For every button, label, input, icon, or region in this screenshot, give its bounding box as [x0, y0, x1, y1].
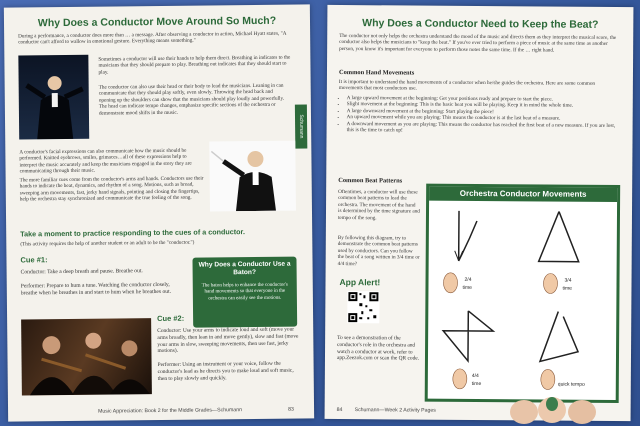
cue-2-performer: Performer: Using an instrument or your voice, follow the conductor's lead as he directs you to make loud and soft music, then to play slowly and quickly.: [157, 360, 294, 382]
app-alert-heading: App Alert!: [339, 277, 381, 288]
left-page-title: Why Does a Conductor Move Around So Much?: [37, 14, 277, 30]
fraction-3-4: 3/4: [564, 277, 572, 284]
right-page-title: Why Does a Conductor Need to Keep the Beat?: [362, 17, 599, 31]
conductor-silhouette-2: [209, 141, 296, 212]
app-alert-text: To see a demonstration of the conductor's role in the orchestra and watch a conductor at work, refer to app.Zeezok.com or scan the QR code.: [336, 335, 420, 362]
fingers: [504, 390, 604, 426]
right-intro: The conductor not only helps the orchestra understand the mood of the music and directs them as they interpret the musical score, the conductor also helps the musicians to "keep the beat." If you've ever tried to perform a piece of music at the same time as another person, you know it's important for everyone to perform those notes the same time. If the … right hand.: [339, 33, 617, 54]
beat-patterns-heading: Common Beat Patterns: [338, 177, 403, 185]
movement-list: [339, 95, 619, 135]
beat-patterns-text-2: By following this diagram, try to demonstrate the common beat patterns used by conductors. Can you follow the beat of a song written in 3/4 time or 4/4 time?: [337, 235, 420, 267]
violinists-silhouette: [21, 318, 152, 395]
side-tab: Schumann: [295, 104, 307, 148]
right-page-number: 84: [336, 407, 343, 414]
left-intro: During a performance, a conductor does more than … a message. After observing a conductor in action, Michael Hyatt states, "A conductor can't afford to wallow in emotional gesture. Everything means something.": [18, 30, 287, 46]
beat-patterns-text: Oftentimes, a conductor will use these common beat patterns to lead the orchestra. The movement of the hand is determined by the time signature and tempo of the song.: [337, 189, 420, 221]
conductor-photo-2: [209, 141, 296, 212]
cue-2-heading: Cue #2:: [157, 313, 185, 324]
baton-callout-box: [192, 257, 297, 328]
movement-item: • A large upward movement at the beginning: Get your positions ready and prepare to start the piece.: [347, 95, 619, 103]
practice-heading: Take a moment to practice responding to the cues of a conductor.: [20, 227, 245, 239]
diagram-title: Orchestra Conductor Movements: [429, 187, 617, 202]
qr-code-icon: [347, 291, 379, 323]
label-time-2: time: [562, 285, 572, 292]
baton-callout-text: The baton helps to enhance the conductor's hand movements so that everyone in the orchestra can easily see the motions.: [201, 282, 288, 302]
left-footer: Music Appreciation: Book 2 for the Middle Grades—Schumann: [98, 407, 242, 415]
orchestra-photo: [21, 318, 152, 395]
baton-callout-title: Why Does a Conductor Use a Baton?: [198, 260, 291, 276]
common-movements-heading: Common Hand Movements: [338, 69, 415, 77]
movement-item: • An upward movement while you are playing: This means the conductor is at the last beat of a measure.: [347, 114, 619, 122]
left-para-1: Sometimes a conductor will use their hands to help them direct. Breathing in indicates to the musicians that they should prepare to play. Breathing out indicates that they should start to play.: [98, 54, 291, 76]
label-quick-tempo: quick tempo: [557, 381, 585, 388]
cue-2-conductor: Conductor: Use your arms to indicate loud and soft (move your arms broadly, then lean in and move gently), slow and fast (move your arms in slow, sweeping movements, then use fast, jerky motions).: [157, 326, 299, 355]
cue-1-performer: Performer: Prepare to hum a tune. Watching the conductor closely, breathe when he breathes in and start to hum when he breathes out.: [20, 281, 172, 297]
conductor-photo-1: [18, 55, 89, 140]
label-time-3: time: [471, 380, 482, 388]
left-page-number: 83: [288, 406, 294, 413]
conductor-movements-diagram: [425, 184, 621, 403]
qr-code[interactable]: [347, 291, 379, 323]
fraction-4-4: 4/4: [471, 372, 479, 380]
fraction-2-4: 2/4: [464, 276, 472, 283]
common-movements-intro: It is important to understand the hand movements of a conductor when he/she guides the orchestra. Here are some common movements that most conductors use.: [338, 79, 596, 92]
left-para-4: The more familiar cues come from the conductor's arms and hands. Conductors use their hands to indicate the beat, dynamics, and rhythm of a song. Motions, such as broad, sweeping arm movements, fast, jerky hand signals, pointing and closing the fingertips, help the orchestra stay synchronized and communicate the true feeling of the song.: [19, 175, 204, 203]
movement-item: • A large downward movement at the beginning: Start playing the piece!: [347, 108, 619, 116]
right-footer: Schumann—Week 2 Activity Pages: [354, 407, 436, 414]
movement-item: • A downward movement as you are playing: This means the conductor has reached the first beat of a new measure. If you are lost, this is the time to catch up!: [347, 121, 619, 136]
conductor-silhouette-1: [18, 55, 89, 140]
right-page: [325, 5, 634, 421]
label-time-1: time: [462, 284, 472, 291]
practice-note: (This activity requires the help of another student or an adult to be the "conductor."): [20, 239, 195, 248]
cue-1-heading: Cue #1:: [20, 255, 48, 265]
movement-item: • Slight movement at the beginning: This is the basic beat you will be playing. Keep it in mind the whole time.: [347, 101, 619, 109]
cue-1-conductor: Conductor: Take a deep breath and pause. Breathe out.: [20, 268, 143, 276]
left-para-3: A conductor's facial expressions can also communicate how the music should be performed. Knitted eyebrows, smiles, grimaces…all of these expressions help to interpret the music accurately and keep the musicians engaged in the story they are communicating through their music.: [19, 147, 192, 175]
left-para-2: The conductor can also use their head or their body to lead the musicians. Leaning in can communicate that they should play softly, even slowly. Throwing the head back and opening up the shoulders can show that the musicians should play loudly and powerfully. The head can indicate tempo changes, emphasize specific sections of the orchestra or demonstrate mood shifts in the music.: [98, 82, 285, 117]
beat-pattern-drawings: [428, 201, 617, 400]
left-page: [4, 4, 314, 421]
